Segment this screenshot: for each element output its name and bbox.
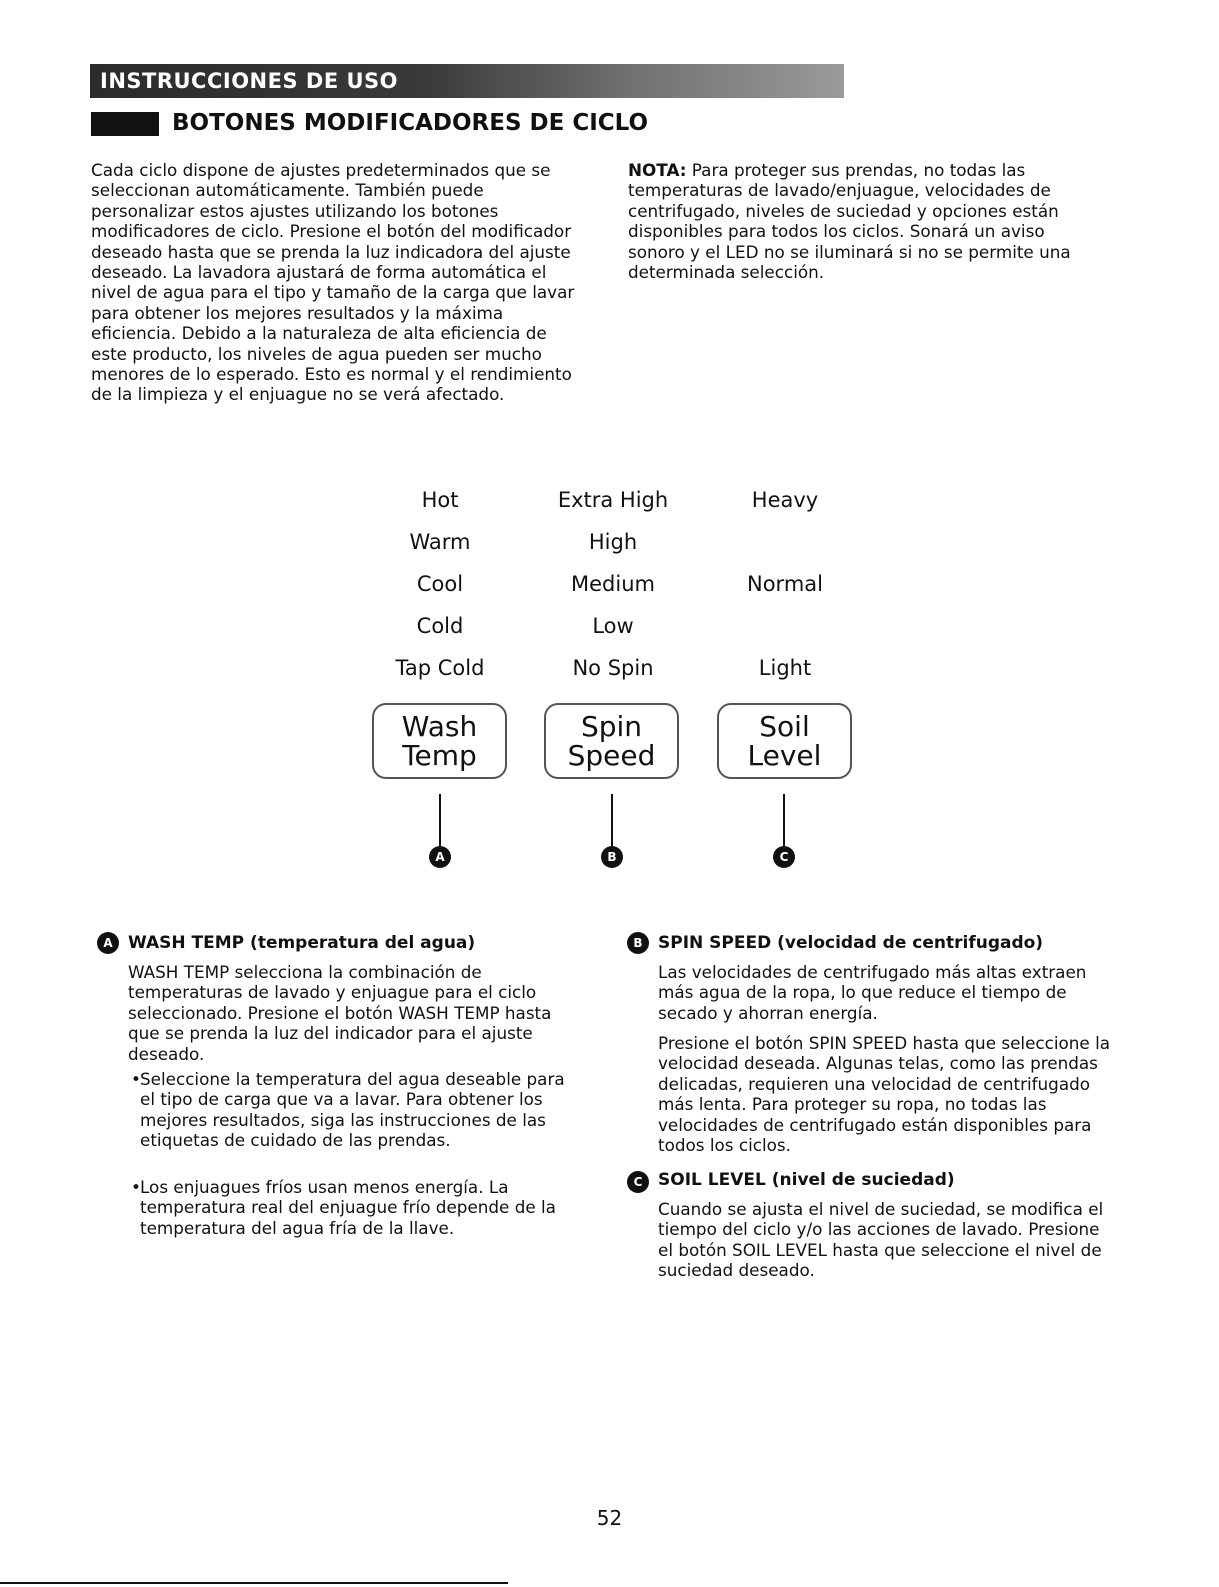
section-a-heading [128,933,475,953]
section-b-heading [658,933,1043,953]
section-c-title: SOIL LEVEL [658,1170,766,1190]
section-b-badge: B [627,932,649,954]
section-a-badge: A [97,932,119,954]
button-label-line1: Spin [580,710,643,743]
section-a-title: WASH TEMP [128,933,245,953]
section-a-subtitle: (temperatura del agua) [244,933,476,953]
section-c-body: Cuando se ajusta el nivel de suciedad, se modifica el tiempo del ciclo y/o las acciones de lavado. Presione el botón SOIL LEVEL hasta que seleccione el nivel de suciedad deseado. [658,1199,1104,1281]
page-title: BOTONES MODIFICADORES DE CICLO [172,110,649,136]
section-header-bar [90,64,844,98]
wash-option: Warm [409,530,471,554]
title-marker [91,112,159,136]
soil-option: Light [758,656,812,680]
callout-line-b [611,794,613,848]
button-label-line1: Wash [401,710,478,743]
spin-option: No Spin [572,656,654,680]
section-a-bullet: • Seleccione la temperatura del agua deseable para el tipo de carga que va a lavar. Para obtener los mejores resultados, siga las instrucciones de las etiquetas de cuidado de las prendas. [140,1069,580,1151]
callout-badge-b: B [601,846,623,868]
wash-option: Tap Cold [395,656,485,680]
callout-badge-c: C [773,846,795,868]
section-b-subtitle: (velocidad de centrifugado) [771,933,1044,953]
footer-rule [0,1582,508,1584]
callout-line-c [783,794,785,848]
button-label-line2: Temp [402,739,477,772]
soil-option: Normal [747,572,823,596]
note-label: NOTA: [628,160,687,180]
section-b-title: SPIN SPEED [658,933,772,953]
spin-option: Extra High [557,488,669,512]
section-header-text: INSTRUCCIONES DE USO [100,69,399,93]
section-b-body-1: Las velocidades de centrifugado más altas extraen más agua de la ropa, lo que reduce el tiempo de secado y ahorran energía. [658,962,1087,1023]
wash-option: Cool [416,572,464,596]
section-c-heading [658,1170,955,1190]
soil-option: Heavy [751,488,819,512]
button-label-line1: Soil [759,710,810,743]
note-paragraph [628,160,1106,282]
spin-option: Medium [571,572,655,596]
section-b-body-2: Presione el botón SPIN SPEED hasta que seleccione la velocidad deseada. Algunas telas, como las prendas delicadas, requieren una velocidad de centrifugado más lenta. Para proteger su ropa, no todas las velocidades de centrifugado están disponibles para todos los ciclos. [658,1033,1111,1156]
spin-speed-button[interactable] [544,703,679,779]
wash-option: Cold [416,614,464,638]
section-a-bullet: • Los enjuagues fríos usan menos energía. La temperatura real del enjuague frío depende de la temperatura del agua fría de la llave. [140,1177,585,1238]
button-label-line2: Speed [567,739,656,772]
wash-option: Hot [421,488,459,512]
intro-paragraph: Cada ciclo dispone de ajustes predeterminados que se seleccionan automáticamente. También puede personalizar estos ajustes utilizando los botones modificadores de ciclo. Presione el botón del modificador deseado hasta que se prenda la luz indicadora del ajuste deseado. La lavadora ajustará de forma automática el nivel de agua para el tipo y tamaño de la carga que lavar para obtener los mejores resultados y la máxima eficiencia. Debido a la naturaleza de alta eficiencia de este producto, los niveles de agua pueden ser mucho menores de lo esperado. Esto es normal y el rendimiento de la limpieza y el enjuague no se verá afectado. [91,160,575,405]
button-label-line2: Level [747,739,822,772]
spin-option: Low [592,614,634,638]
spin-option: High [588,530,638,554]
soil-level-button[interactable] [717,703,852,779]
wash-temp-button[interactable] [372,703,507,779]
section-c-subtitle: (nivel de suciedad) [765,1170,955,1190]
callout-line-a [439,794,441,848]
callout-badge-a: A [429,846,451,868]
note-text: Para proteger sus prendas, no todas las temperaturas de lavado/enjuague, velocidades de centrifugado, niveles de suciedad y opciones están disponibles para todos los ciclos. Sonará un aviso sonoro y el LED no se iluminará si no se permite una determinada selección. [628,160,1071,283]
page-number: 52 [596,1506,623,1530]
section-a-body: WASH TEMP selecciona la combinación de temperaturas de lavado y enjuague para el ciclo seleccionado. Presione el botón WASH TEMP hasta que se prenda la luz del indicador para el ajuste deseado. [128,962,552,1064]
section-c-badge: C [627,1171,649,1193]
